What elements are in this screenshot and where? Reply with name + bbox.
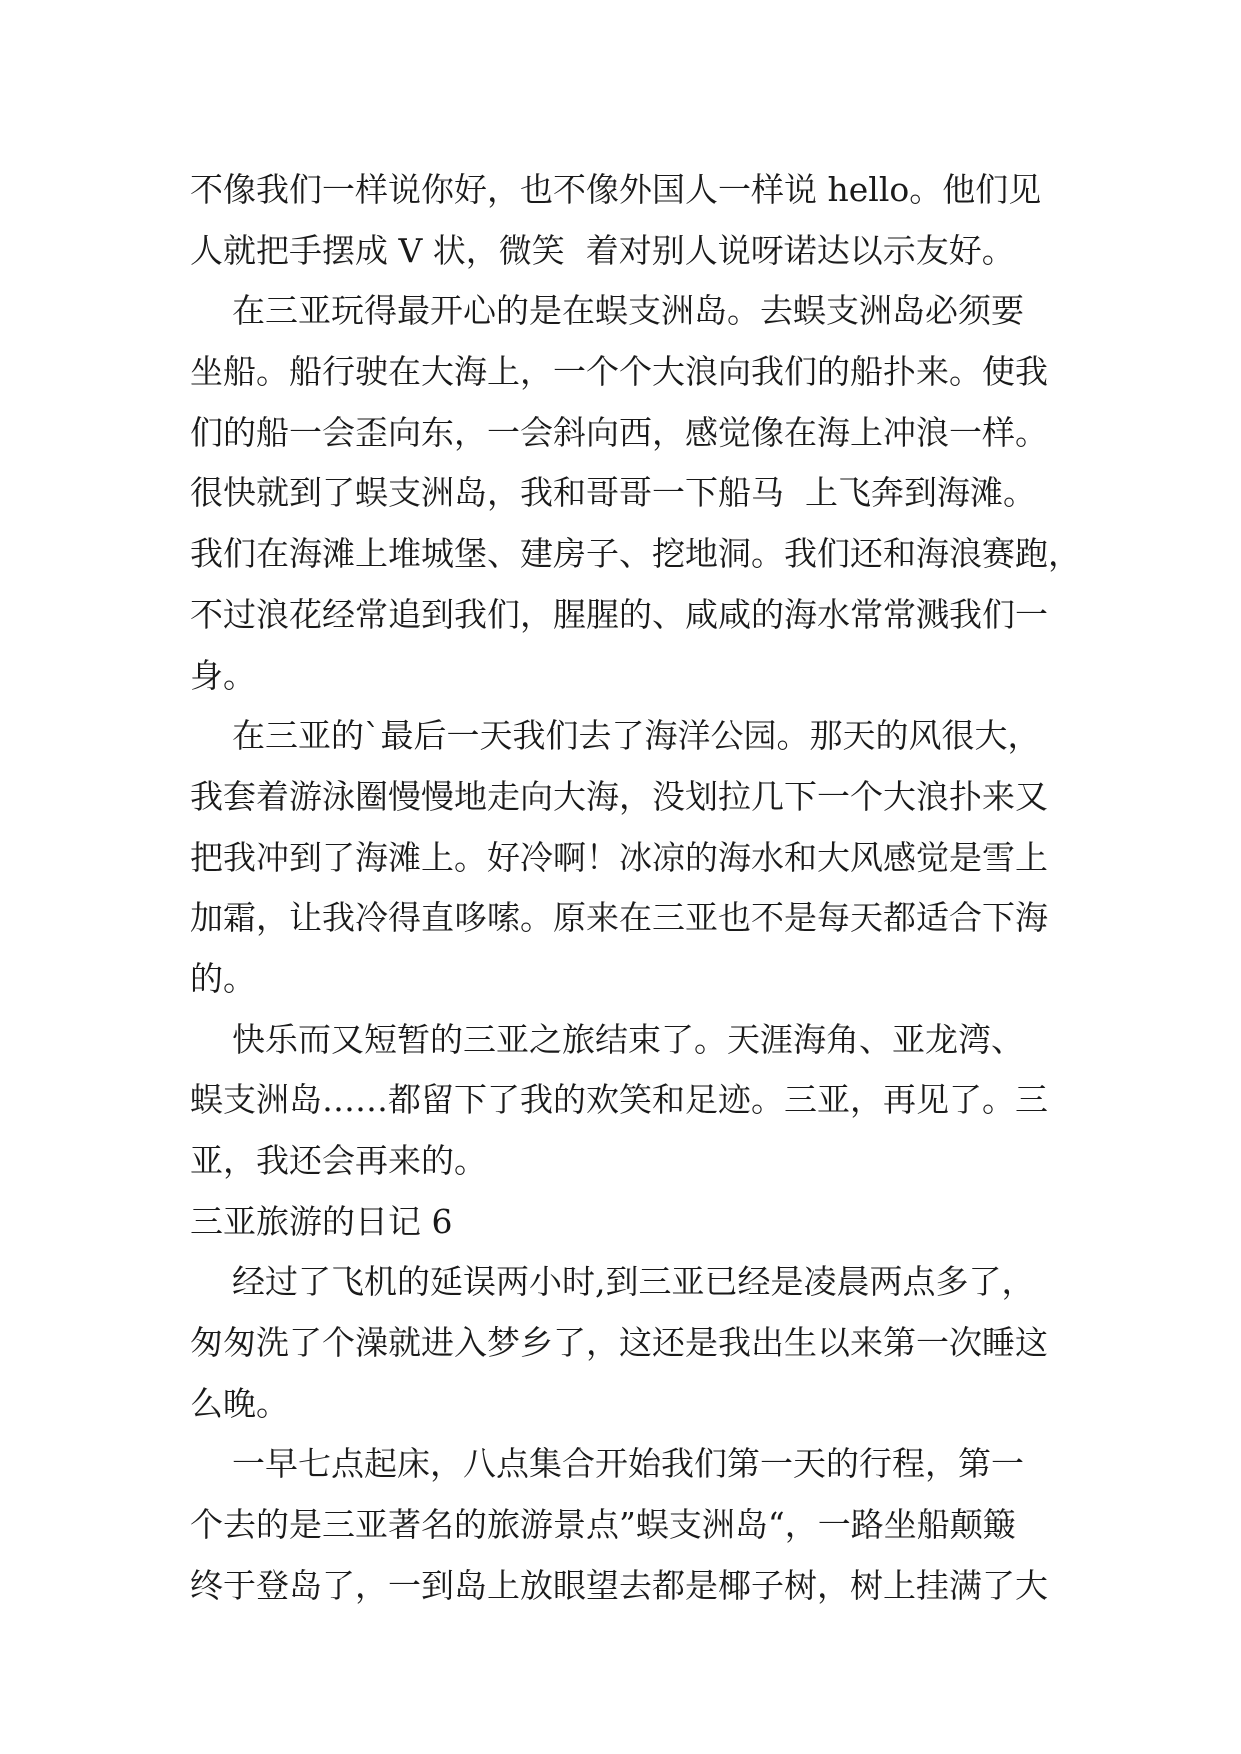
text-line: 在三亚玩得最开心的是在蜈支洲岛。去蜈支洲岛必须要 — [190, 291, 1024, 331]
text-line: 亚，我还会再来的。 — [190, 1141, 487, 1180]
text-line: 不过浪花经常追到我们，腥腥的、咸咸的海水常常溅我们一 — [190, 594, 1048, 634]
text-line: 很快就到了蜈支洲岛，我和哥哥一下船马 上飞奔到海滩。 — [190, 473, 1036, 513]
text-line: 把我冲到了海滩上。好冷啊！冰凉的海水和大风感觉是雪上 — [190, 837, 1048, 877]
text-line: 快乐而又短暂的三亚之旅结束了。天涯海角、亚龙湾、 — [190, 1019, 1024, 1059]
text-line: 一早七点起床，八点集合开始我们第一天的行程，第一 — [190, 1444, 1024, 1484]
paragraph-trip-end — [190, 1010, 1060, 1192]
text-line: 在三亚的`最后一天我们去了海洋公园。那天的风很大， — [190, 716, 1041, 756]
paragraph-arrival — [190, 1252, 1060, 1434]
paragraph-first-day — [190, 1434, 1060, 1616]
text-line: 的。 — [190, 958, 256, 998]
section-heading: 三亚旅游的日记 6 — [190, 1201, 453, 1241]
text-line: 人就把手摆成 V 状，微笑 着对别人说呀诺达以示友好。 — [190, 230, 1015, 270]
text-line: 身。 — [190, 655, 256, 695]
paragraph-ocean-park — [190, 706, 1060, 1009]
text-line: 加霜，让我冷得直哆嗦。原来在三亚也不是每天都适合下海 — [190, 898, 1048, 938]
text-line: 坐船。船行驶在大海上，一个个大浪向我们的船扑来。使我 — [190, 352, 1048, 392]
text-line: 么晚。 — [190, 1383, 289, 1423]
text-line: 匆匆洗了个澡就进入梦乡了，这还是我出生以来第一次睡这 — [190, 1323, 1048, 1363]
paragraph-wuzhizhou-island — [190, 281, 1081, 706]
paragraph-greeting-continued — [190, 160, 1060, 281]
text-line: 们的船一会歪向东，一会斜向西，感觉像在海上冲浪一样。 — [190, 412, 1048, 452]
document-body — [190, 160, 1081, 1617]
text-line: 经过了飞机的延误两小时,到三亚已经是凌晨两点多了， — [190, 1262, 1035, 1302]
text-line: 蜈支洲岛……都留下了我的欢笑和足迹。三亚，再见了。三 — [190, 1080, 1048, 1120]
text-line: 终于登岛了，一到岛上放眼望去都是椰子树，树上挂满了大 — [190, 1565, 1048, 1605]
text-line: 我套着游泳圈慢慢地走向大海，没划拉几下一个大浪扑来又 — [190, 776, 1048, 816]
text-line: 不像我们一样说你好，也不像外国人一样说 hello。他们见 — [190, 170, 1042, 209]
text-line: 个去的是三亚著名的旅游景点”蜈支洲岛“，一路坐船颠簸 — [190, 1505, 1016, 1545]
text-line: 我们在海滩上堆城堡、建房子、挖地洞。我们还和海浪赛跑， — [190, 534, 1081, 574]
